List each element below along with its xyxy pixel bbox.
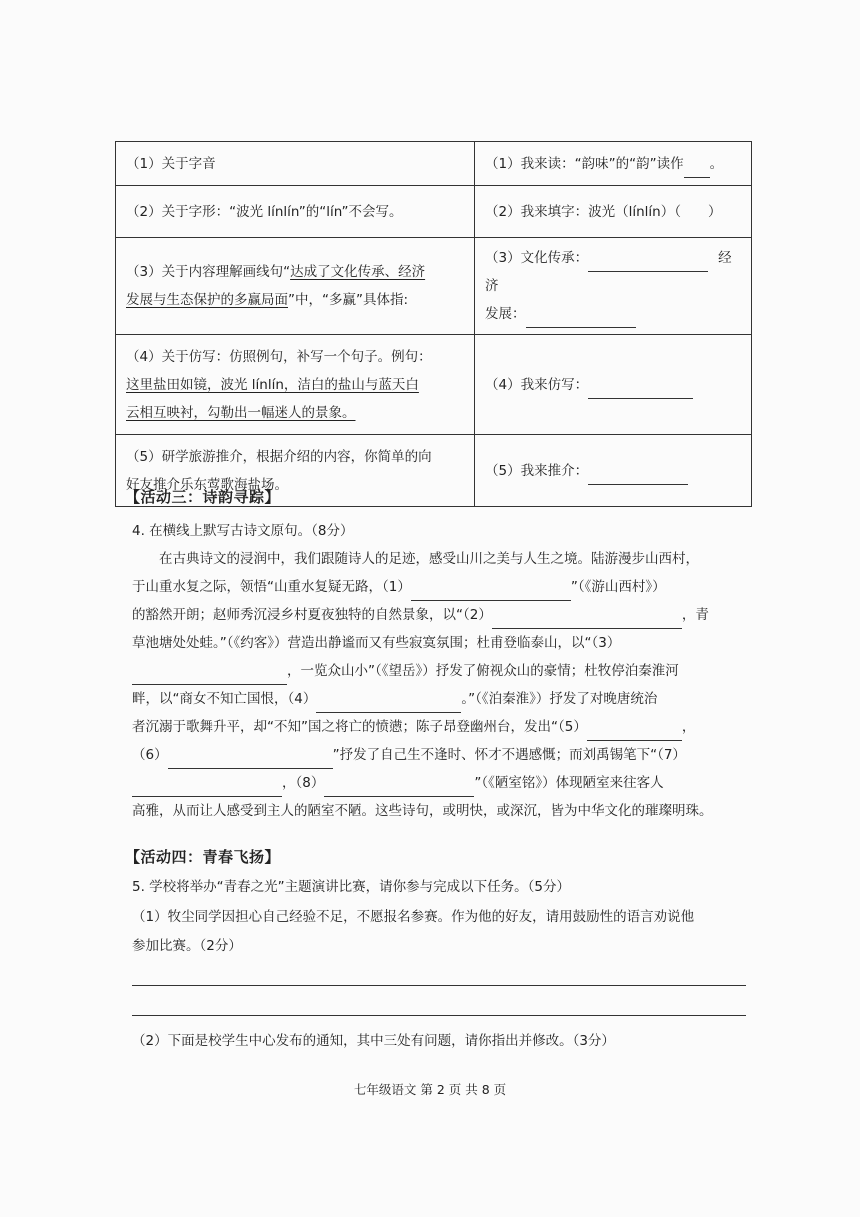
answer-blank[interactable] bbox=[588, 255, 708, 272]
activity-4-heading: 【活动四：青春飞扬】 bbox=[125, 848, 281, 866]
answer-blank[interactable] bbox=[684, 161, 710, 178]
item-3-answer: （3）文化传承： 经济 发展： bbox=[475, 238, 752, 335]
item-2-question: （2）关于字形：“波光 línlín”的“lín”不会写。 bbox=[116, 186, 475, 238]
table-row bbox=[116, 186, 752, 238]
table-row bbox=[116, 238, 752, 335]
example-sentence: 云相互映衬，勾勒出一幅迷人的景象。 bbox=[126, 404, 356, 421]
item-1-question: （1）关于字音 bbox=[116, 142, 475, 186]
blank-8[interactable] bbox=[324, 780, 474, 797]
question-5-prompt: 5. 学校将举办“青春之光”主题演讲比赛，请你参与完成以下任务。（5分） bbox=[132, 879, 570, 895]
item-4-question: （4）关于仿写：仿照例句，补写一个句子。例句： 这里盐田如镜，波光 línlín，洁白的盐山与蓝天白 云相互映衬，勾勒出一幅迷人的景象。 bbox=[116, 335, 475, 435]
item-3-question: （3）关于内容理解画线句“达成了文化传承、经济 发展与生态保护的多赢局面”中，“多赢”具体指: bbox=[116, 238, 475, 335]
answer-line[interactable] bbox=[132, 1015, 746, 1016]
item-5-answer: （5）我来推介： bbox=[475, 435, 752, 507]
table-row bbox=[116, 142, 752, 186]
blank-4[interactable] bbox=[316, 696, 461, 713]
table-row bbox=[116, 335, 752, 435]
answer-line[interactable] bbox=[132, 985, 746, 986]
item-2-answer: （2）我来填字：波光（línlín）（ ） bbox=[475, 186, 752, 238]
blank-3[interactable] bbox=[132, 668, 287, 685]
question-5-1: （1）牧尘同学因担心自己经验不足，不愿报名参赛。作为他的好友，请用鼓励性的语言劝说他 bbox=[132, 909, 695, 925]
item-5-question: （5）研学旅游推介，根据介绍的内容，你简单的向 好友推介乐东莺歌海盐场。 bbox=[116, 435, 475, 507]
underlined-sentence: 发展与生态保护的多赢局面 bbox=[126, 292, 288, 308]
example-sentence: 这里盐田如镜，波光 línlín，洁白的盐山与蓝天白 bbox=[126, 376, 419, 393]
blank-2[interactable] bbox=[492, 612, 682, 629]
question-4-passage: 在古典诗文的浸润中，我们跟随诗人的足迹，感受山川之美与人生之境。陆游漫步山西村， 于山重水复之际，领悟“山重水复疑无路，（1） ”（《游山西村》） 的豁然开朗；赵师秀沉浸乡村夏夜独特的自然景象，以“（2） ，青 草池塘处处蛙。”（《约客》）营造出静谧而又有些寂寞氛围；杜甫登临泰山，以“（3） ，一览众山小”（《望岳》）抒发了俯视众山的豪情；杜牧停泊秦淮河 畔，以“商女不知亡国恨，（4） 。”（《泊秦淮》）抒发了对晚唐统治 者沉溺于歌舞升平，却“不知”国之将亡的愤懑；陈子昂登幽州台，发出“（5） ， （6） ”抒发了自己生不逢时、怀才不遇感慨；而刘禹锡笔下“（7） ，（8） ”（《陋室铭》）体现陋室来往客人 高雅，从而让人感受到主人的陋室不陋。这些诗句，或明快，或深沉，皆为中华文化的璀璨明珠。 bbox=[132, 551, 713, 819]
page-footer: 七年级语文 第 2 页 共 8 页 bbox=[353, 1082, 507, 1097]
activity-3-heading: 【活动三：诗韵寻踪】 bbox=[125, 488, 281, 506]
item-4-answer: （4）我来仿写： bbox=[475, 335, 752, 435]
question-5-1-cont: 参加比赛。（2分） bbox=[132, 938, 242, 954]
task-table bbox=[115, 141, 752, 507]
item-1-answer: （1）我来读：“韵味”的“韵”读作 。 bbox=[475, 142, 752, 186]
answer-blank[interactable] bbox=[526, 311, 636, 328]
answer-blank[interactable] bbox=[588, 468, 688, 485]
blank-1[interactable] bbox=[411, 584, 571, 601]
blank-7[interactable] bbox=[132, 780, 282, 797]
question-4-prompt: 4. 在横线上默写古诗文原句。（8分） bbox=[132, 523, 354, 539]
blank-6[interactable] bbox=[168, 752, 333, 769]
underlined-sentence: 达成了文化传承、经济 bbox=[290, 264, 426, 280]
answer-blank[interactable] bbox=[588, 382, 693, 399]
question-5-2: （2）下面是校学生中心发布的通知，其中三处有问题，请你指出并修改。（3分） bbox=[132, 1033, 615, 1049]
blank-5[interactable] bbox=[587, 724, 682, 741]
